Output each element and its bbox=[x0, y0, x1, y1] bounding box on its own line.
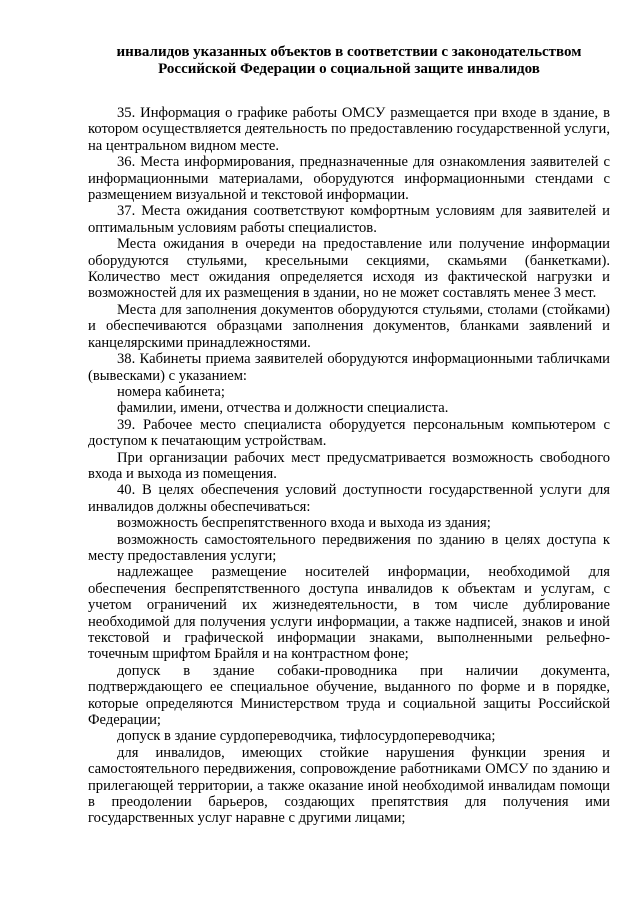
list-item-sign-interpreter: допуск в здание сурдопереводчика, тифлосурдопереводчика; bbox=[117, 728, 496, 745]
document-page bbox=[88, 44, 610, 827]
list-item-information-placement: надлежащее размещение носителей информации, необходимой для обеспечения беспрепятственного доступа инвалидов к объектам и услугам, с учетом ограничений их жизнедеятельности, в том числе дублирование необходимой для получения услуги информации, а также надписей, знаков и иной текстовой и графической информации знаками, выполненными рельефно-точечным шрифтом Брайля и на контрастном фоне; bbox=[88, 564, 610, 663]
paragraph-38: 38. Кабинеты приема заявителей оборудуются информационными табличками (вывесками) с указанием: bbox=[88, 351, 610, 384]
paragraph-waiting-places: Места ожидания в очереди на предоставление или получение информации оборудуются стульями, кресельными секциями, скамьями (банкетками). Количество мест ожидания определяется исходя из фактической нагрузки и возможностей для их размещения в здании, но не может составлять менее 3 мест. bbox=[88, 236, 610, 302]
list-item-escort: для инвалидов, имеющих стойкие нарушения функции зрения и самостоятельного передвижения, сопровождение работниками ОМСУ по зданию и прилегающей территории, а также оказание иной необходимой инвалидам помощи в преодолении барьеров, создающих препятствия для получения ими государственных услуг наравне с другими лицами; bbox=[88, 744, 610, 827]
heading-line-1: инвалидов указанных объектов в соответствии с законодательством bbox=[116, 44, 582, 60]
heading-line-2: Российской Федерации о социальной защите инвалидов bbox=[158, 61, 540, 77]
paragraph-39: 39. Рабочее место специалиста оборудуется персональным компьютером с доступом к печатающим устройствам. bbox=[88, 416, 610, 450]
paragraph-37: 37. Места ожидания соответствуют комфортным условиям для заявителей и оптимальным условиям работы специалистов. bbox=[88, 203, 610, 236]
list-item-guide-dog: допуск в здание собаки-проводника при наличии документа, подтверждающего ее специальное обучение, выданного по форме и в порядке, которые определяются Министерством труда и социальной защиты Российской Федерации; bbox=[88, 662, 610, 729]
section-heading bbox=[88, 44, 610, 78]
paragraph-filling-places: Места для заполнения документов оборудуются стульями, столами (стойками) и обеспечиваются образцами заполнения документов, бланками заявлений и канцелярскими принадлежностями. bbox=[88, 301, 610, 351]
paragraph-40: 40. В целях обеспечения условий доступности государственной услуги для инвалидов должны обеспечиваться: bbox=[88, 482, 610, 515]
paragraph-36: 36. Места информирования, предназначенные для ознакомления заявителей с информационными материалами, оборудуются информационными стендами с размещением визуальной и текстовой информации. bbox=[88, 154, 610, 204]
paragraph-35: 35. Информация о графике работы ОМСУ размещается при входе в здание, в котором осуществляется деятельность по предоставлению государственной услуги, на центральном видном месте. bbox=[88, 105, 610, 154]
list-item-specialist-name: фамилии, имени, отчества и должности специалиста. bbox=[117, 400, 449, 417]
list-item-room-number: номера кабинета; bbox=[117, 383, 225, 400]
list-item-entrance: возможность беспрепятственного входа и выхода из здания; bbox=[117, 515, 491, 532]
list-item-movement: возможность самостоятельного передвижения по зданию в целях доступа к месту предоставления услуги; bbox=[88, 531, 610, 564]
paragraph-workplace-organization: При организации рабочих мест предусматривается возможность свободного входа и выхода из помещения. bbox=[88, 449, 610, 482]
